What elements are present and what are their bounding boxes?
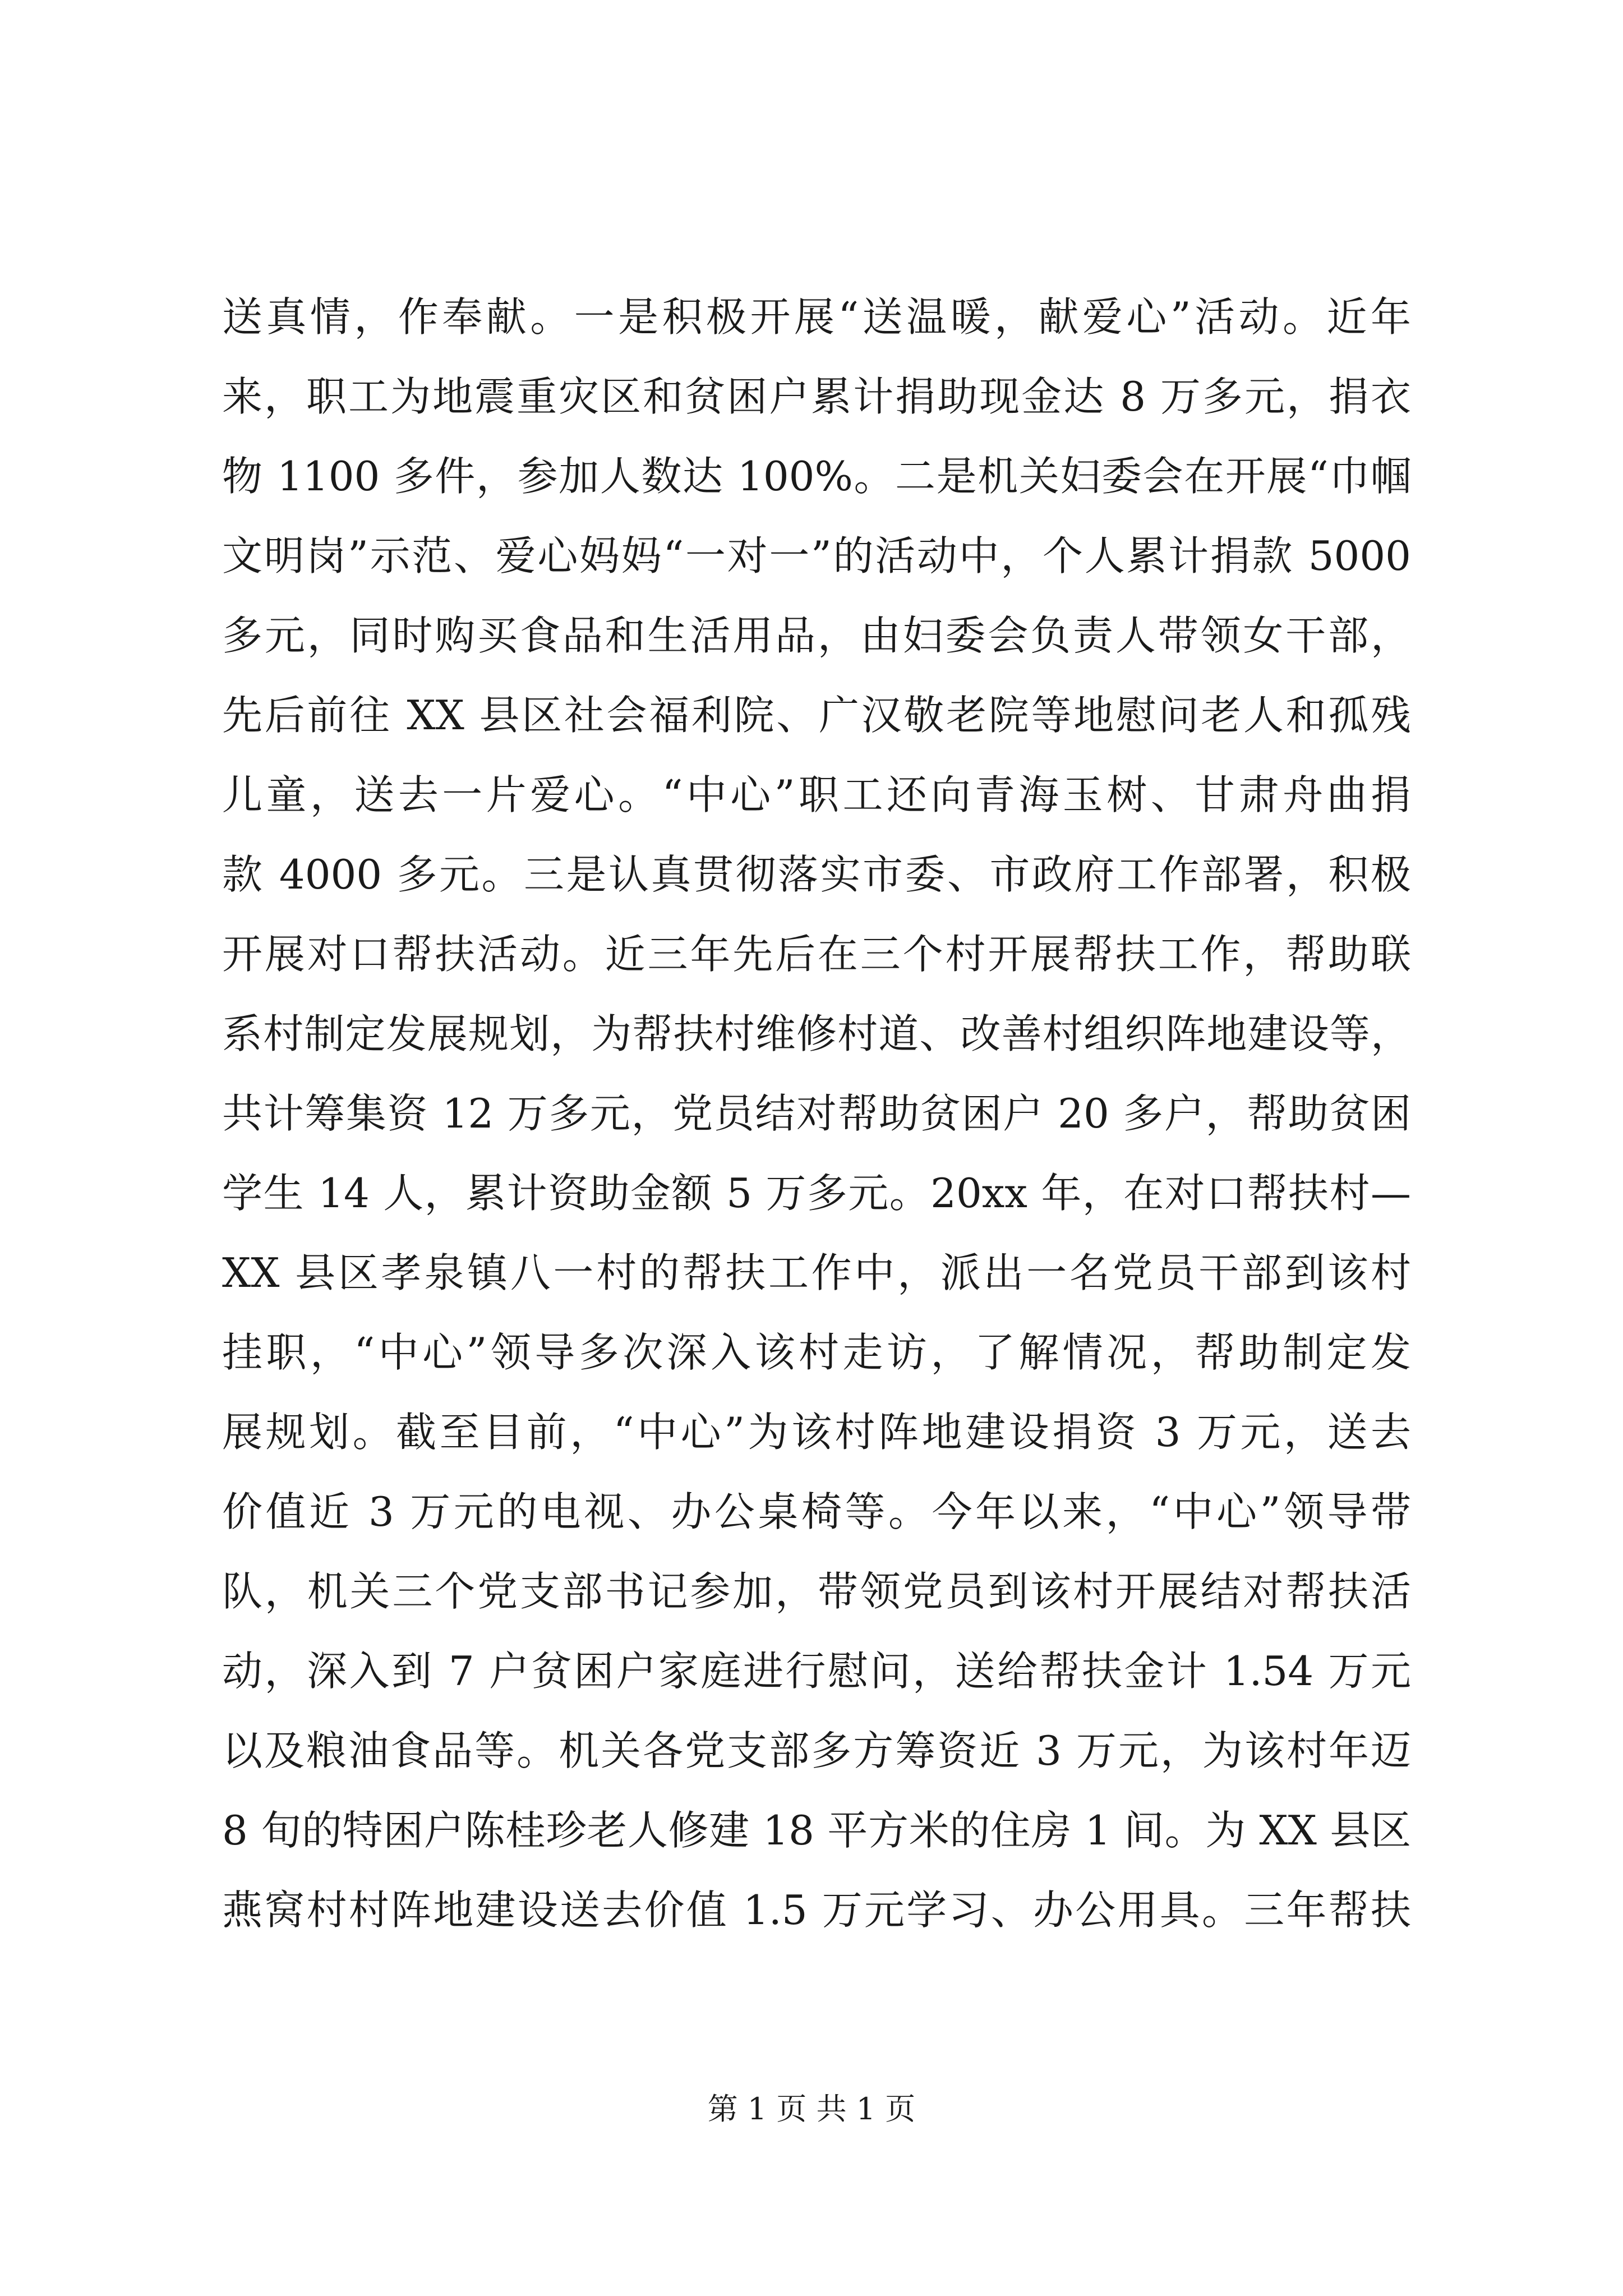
text-line: 儿童，送去一片爱心。“中心”职工还向青海玉树、甘肃舟曲捐 <box>222 771 1411 818</box>
text-line: 8 旬的特困户陈桂珍老人修建 18 平方米的住房 1 间。为 XX 县区 <box>222 1807 1411 1854</box>
text-line: 款 4000 多元。三是认真贯彻落实市委、市政府工作部署，积极 <box>222 851 1411 898</box>
text-line: 展规划。截至目前，“中心”为该村阵地建设捐资 3 万元，送去 <box>222 1409 1411 1456</box>
text-line: 学生 14 人，累计资助金额 5 万多元。20xx 年，在对口帮扶村— <box>222 1170 1411 1217</box>
text-line: 物 1100 多件，参加人数达 100%。二是机关妇委会在开展“巾帼 <box>222 453 1411 500</box>
page-footer: 第 1 页 共 1 页 <box>707 2091 916 2127</box>
text-line: 燕窝村村阵地建设送去价值 1.5 万元学习、办公用具。三年帮扶 <box>222 1887 1411 1934</box>
text-line: 送真情，作奉献。一是积极开展“送温暖，献爱心”活动。近年 <box>222 293 1411 341</box>
text-line: 先后前往 XX 县区社会福利院、广汉敬老院等地慰问老人和孤残 <box>222 692 1411 739</box>
text-line: 来，职工为地震重灾区和贫困户累计捐助现金达 8 万多元，捐衣 <box>222 373 1411 420</box>
text-line: 挂职，“中心”领导多次深入该村走访，了解情况，帮助制定发 <box>222 1329 1411 1376</box>
text-line: 多元，同时购买食品和生活用品，由妇委会负责人带领女干部， <box>222 612 1411 659</box>
text-line: 开展对口帮扶活动。近三年先后在三个村开展帮扶工作，帮助联 <box>222 931 1411 978</box>
text-line: 队，机关三个党支部书记参加，带领党员到该村开展结对帮扶活 <box>222 1568 1411 1615</box>
text-line: 共计筹集资 12 万多元，党员结对帮助贫困户 20 多户，帮助贫困 <box>222 1090 1411 1137</box>
text-line: 系村制定发展规划，为帮扶村维修村道、改善村组织阵地建设等， <box>222 1010 1411 1057</box>
text-line: 以及粮油食品等。机关各党支部多方筹资近 3 万元，为该村年迈 <box>222 1727 1411 1774</box>
text-line: 动，深入到 7 户贫困户家庭进行慰问，送给帮扶金计 1.54 万元 <box>222 1648 1411 1695</box>
text-line: 文明岗”示范、爱心妈妈“一对一”的活动中，个人累计捐款 5000 <box>222 532 1411 579</box>
text-line: 价值近 3 万元的电视、办公桌椅等。今年以来，“中心”领导带 <box>222 1488 1411 1535</box>
text-line: XX 县区孝泉镇八一村的帮扶工作中，派出一名党员干部到该村 <box>222 1249 1411 1296</box>
